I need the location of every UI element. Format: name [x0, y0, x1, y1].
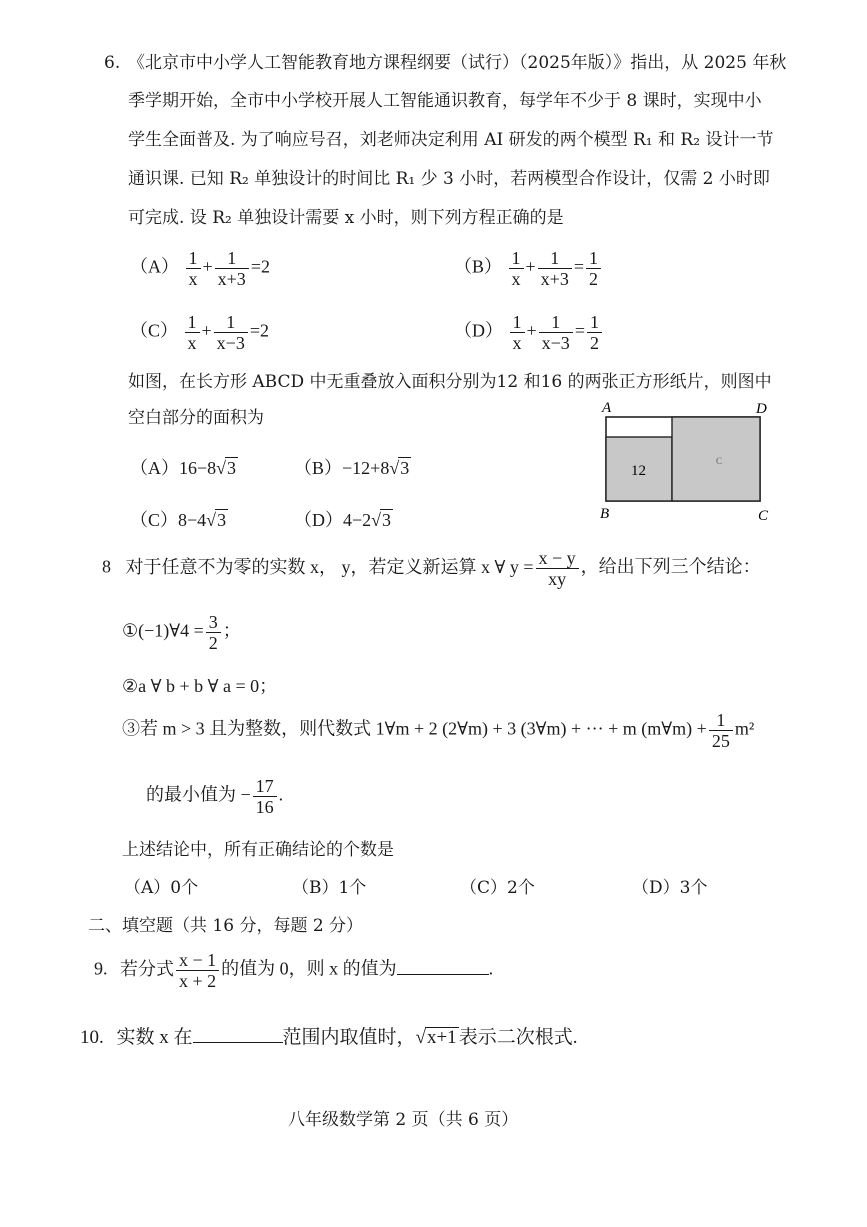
label-b: B [600, 506, 610, 522]
fraction: $\frac{1}{x}$ [509, 248, 524, 289]
q6-option-b[interactable]: （B） $\frac{1}{x}$ + $\frac{1}{x+3}$ = $\frac{1}{2}$ [454, 248, 603, 289]
q10-answer-blank[interactable] [193, 1042, 283, 1043]
section-2-title: 二、填空题（共 16 分，每题 2 分） [88, 916, 364, 936]
q6-line-5: 可完成. 设 R₂ 单独设计需要 x 小时，则下列方程正确的是 [128, 208, 564, 228]
radicand: 3 [400, 458, 410, 478]
q10-number: 10. [80, 1027, 104, 1048]
q8-conclusion-2: ②a ∀ b + b ∀ a = 0； [122, 676, 278, 696]
q8-conclusion-3-cont: 的最小值为 − $\frac{17}{16}$ . [146, 776, 284, 817]
q7-option-b[interactable]: （B）−12+8√3 [294, 458, 410, 478]
q7-option-c[interactable]: （C）8−4√3 [130, 510, 227, 530]
q6-option-d[interactable]: （D） $\frac{1}{x}$ + $\frac{1}{x-3}$ = $\frac{1}{2}$ [454, 312, 604, 353]
q6-line-2: 季学期开始，全市中小学校开展人工智能通识教育，每学年不少于 8 课时，实现中小 [128, 91, 762, 111]
radicand: 3 [227, 458, 237, 478]
q7-line-1: 如图，在长方形 ABCD 中无重叠放入面积分别为12 和16 的两张正方形纸片，则图中 [128, 372, 772, 392]
q9-fraction: $\frac{x - 1}{x + 2}$ [176, 950, 219, 991]
definition-fraction: $\frac{x - y}{xy}$ [536, 548, 579, 589]
q7-option-a[interactable]: （A）16−8√3 [130, 458, 237, 478]
fraction: $\frac{1}{x+3}$ [538, 248, 572, 289]
fraction: $\frac{1}{2}$ [586, 248, 601, 289]
q7-line-2: 空白部分的面积为 [128, 408, 264, 428]
q8-question: 上述结论中，所有正确结论的个数是 [122, 840, 394, 860]
q8-conclusion-1: ①(−1)∀4 = $\frac{3}{2}$ ； [122, 612, 241, 653]
label-a: A [602, 400, 612, 416]
q6-line-1: 《北京市中小学人工智能教育地方课程纲要（试行）（2025年版）》指出，从 2025 年秋 [128, 53, 787, 73]
q6-number: 6. [104, 53, 121, 73]
q8-option-d[interactable]: （D）3个 [632, 878, 708, 898]
option-label: （A） [130, 256, 179, 277]
label-d: D [756, 401, 767, 417]
q8-option-c[interactable]: （C）2个 [460, 878, 535, 898]
fraction: $\frac{1}{x}$ [510, 312, 525, 353]
q7-option-d[interactable]: （D）4−2√3 [294, 510, 392, 530]
label-c: C [758, 508, 769, 524]
q8-conclusion-3: ③若 m > 3 且为整数，则代数式 1∀m + 2 (2∀m) + 3 (3∀m) + ··· + m (m∀m) + $\frac{1}{25}$ m² [122, 710, 755, 751]
q8-option-b[interactable]: （B）1个 [292, 878, 367, 898]
option-label: （B） [454, 256, 503, 277]
q8-option-a[interactable]: （A）0个 [124, 878, 199, 898]
q6-option-c[interactable]: （C） $\frac{1}{x}$ + $\frac{1}{x-3}$ =2 [130, 312, 269, 353]
option-label: （C） [130, 320, 179, 341]
q6-option-a[interactable]: （A） $\frac{1}{x}$ + $\frac{1}{x+3}$ =2 [130, 248, 270, 289]
q9-answer-blank[interactable] [397, 974, 489, 975]
radicand: 3 [382, 510, 392, 530]
option-label: （D） [454, 320, 503, 341]
fraction: $\frac{1}{2}$ [587, 312, 602, 353]
fraction: $\frac{1}{x+3}$ [215, 248, 249, 289]
fraction: $\frac{1}{x-3}$ [539, 312, 573, 353]
large-square-mark: C [716, 456, 723, 466]
radicand: x+1 [426, 1027, 457, 1048]
q6-line-4: 通识课. 已知 R₂ 单独设计的时间比 R₁ 少 3 小时，若两模型合作设计，仅需 2 小时即 [128, 169, 770, 189]
fraction: $\frac{1}{x}$ [185, 312, 200, 353]
q8-intro: 8 对于任意不为零的实数 x， y，若定义新运算 x ∀ y = $\frac{x - y}{xy}$ ，给出下列三个结论： [102, 548, 761, 589]
question-10: 10. 实数 x 在 范围内取值时，√x+1 表示二次根式. [80, 1027, 578, 1048]
page-footer: 八年级数学第 2 页（共 6 页） [288, 1110, 519, 1130]
q9-number: 9. [94, 958, 108, 979]
radicand: 3 [217, 510, 227, 530]
small-square-area: 12 [631, 463, 646, 479]
rectangle-figure [590, 396, 790, 526]
fraction: $\frac{1}{x-3}$ [214, 312, 248, 353]
question-9: 9. 若分式 $\frac{x - 1}{x + 2}$ 的值为 0，则 x 的值为 . [94, 950, 494, 991]
q8-number: 8 [102, 556, 111, 577]
fraction: $\frac{1}{x}$ [186, 248, 201, 289]
q6-line-3: 学生全面普及. 为了响应号召，刘老师决定利用 AI 研发的两个模型 R₁ 和 R₂ 设计一节 [128, 130, 774, 150]
